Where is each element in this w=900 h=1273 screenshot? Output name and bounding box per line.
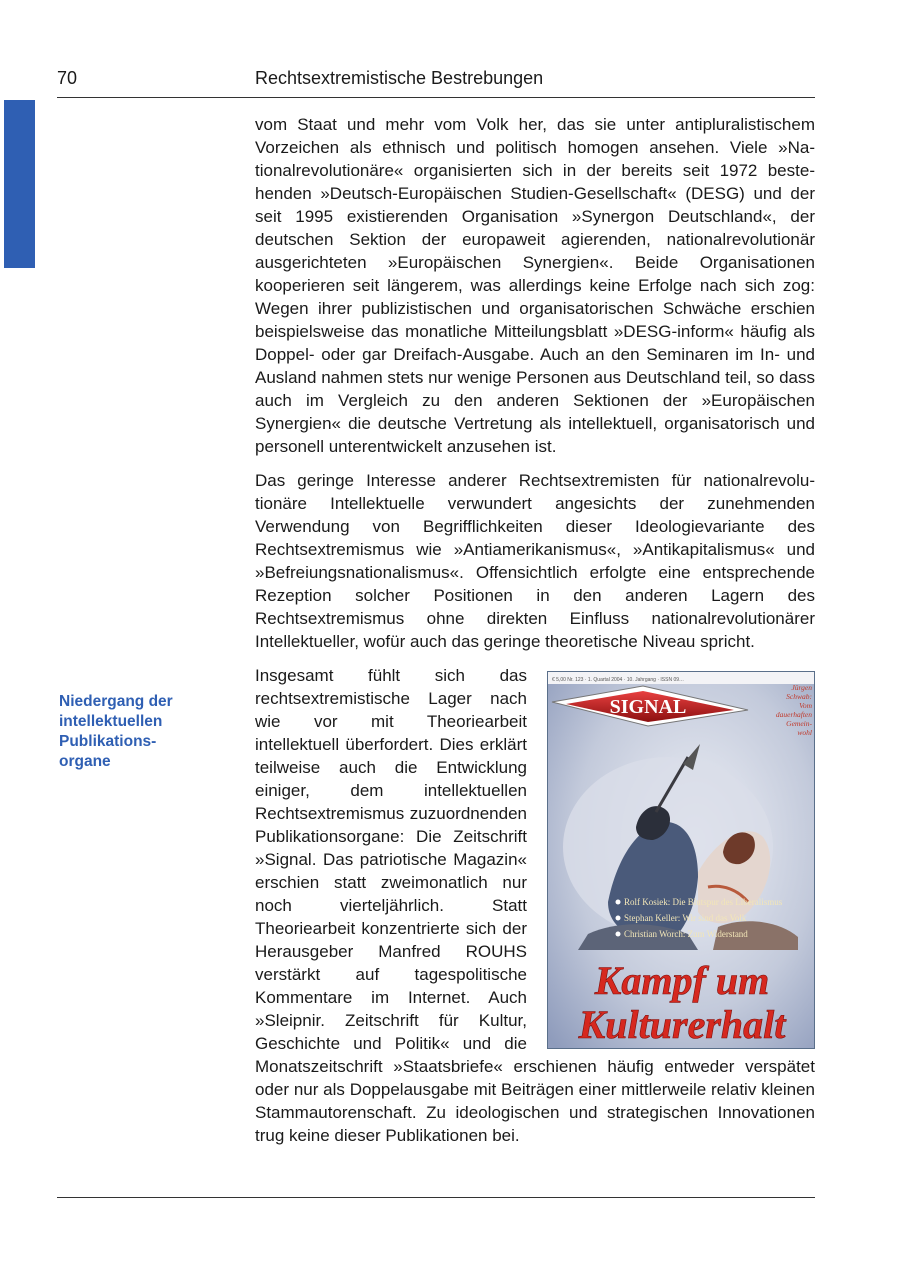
cover-side-teaser-line: wohl [797, 728, 812, 737]
cover-side-teaser-line: Gemein- [786, 719, 812, 728]
running-header-title: Rechtsextremistische Bestrebungen [255, 68, 544, 88]
body-paragraph-text: Insgesamt fühlt sich das rechtsextremistische Lager nach wie vor mit Theoriearbeit intellektuell überfordert. Dies erklärt teilweise auch die Entwicklung einiger, dem intellektuellen Rechtsextremismus zuzuordnenden Publikationsorgane: Die Zeitschrift »Signal. Das patriotische Magazin« erschien statt zweimonatlich nur noch vierteljährlich. Statt Theoriearbeit konzentrierte sich der Herausgeber Manfred ROUHS verstärkt auf tagespolitische Kommentare im Internet. Auch »Sleipnir. Zeitschrift für Kultur, Geschichte und Politik« und die Monatszeitschrift »Staatsbriefe« erschienen häufig entweder verspätet oder nur als Doppelausgabe mit Beiträgen einer mittlerweile relativ kleinen Stammautorenschaft. Zu ideologischen und strategischen Innovationen trug keine dieser Publikationen bei. [255, 666, 815, 1145]
body-paragraph: vom Staat und mehr vom Volk her, das sie unter antipluralistischem Vorzeichen als ethnisch und politisch homogen ansehen. Viele »Nationalrevolutionäre« organisierten sich in der bereits seit 1972 bestehenden »Deutsch-Europäischen Studien-Gesellschaft« (DESG) und der seit 1995 existierenden Organisation »Synergon Deutschland«, der deutschen Sektion der europaweit agierenden, nationalrevolutionär ausgerichteten »Europäischen Synergien«. Beide Organisationen kooperieren seit längerem, was allerdings keine Erfolge nach sich zog: Wegen ihrer publizistischen und organisatorischen Schwäche erschien beispielsweise das monatliche Mitteilungsblatt »DESG-inform« häufig als Doppel- oder gar Dreifach-Ausgabe. Auch an den Seminaren im In- und Ausland nahmen stets nur wenige Personen aus Deutschland teil, so dass auch im Vergleich zu den anderen Sektionen der »Europäischen Synergien« die deutsche Vertretung als intellektuell, organisatorisch und personell unterentwickelt anzusehen ist. [255, 115, 815, 456]
margin-heading-line: Publikations- [59, 733, 157, 750]
cover-headline-line: Kampf um [594, 958, 770, 1003]
cover-side-teaser-line: Schwab: [786, 692, 812, 701]
footer-rule [57, 1197, 815, 1198]
cover-side-teaser-line: Jürgen [791, 683, 812, 692]
cover-headline [578, 958, 788, 1047]
cover-top-strip-text: € 5,00 Nr. 123 · 1. Quartal 2004 · 10. Jahrgang · ISSN 09… [552, 677, 685, 683]
body-paragraph-with-figure [255, 664, 815, 1147]
cover-teaser: Stephan Keller: Wir sind das Volk [624, 913, 747, 923]
body-text-column [255, 113, 815, 1158]
margin-heading-line: organe [59, 753, 111, 770]
margin-heading [59, 692, 229, 772]
cover-side-teaser-line: dauerhaften [775, 710, 812, 719]
magazine-cover-figure [547, 671, 815, 1049]
chapter-tab-marker [4, 100, 35, 268]
teaser-bullet [616, 900, 621, 905]
page-number: 70 [57, 68, 78, 88]
magazine-cover-illustration [548, 672, 815, 1049]
cover-teaser: Rolf Kosiek: Die Blutspur des Liberalismus [624, 897, 783, 907]
cover-teaser: Christian Worch: Zum Widerstand [624, 929, 748, 939]
margin-heading-line: intellektuellen [59, 713, 163, 730]
margin-heading-line: Niedergang der [59, 693, 173, 710]
teaser-bullet [616, 932, 621, 937]
header-rule [57, 97, 815, 98]
cover-masthead: SIGNAL [609, 696, 687, 718]
cover-side-teaser-line: Vom [799, 701, 812, 710]
cover-headline-line: Kulturerhalt [578, 1002, 786, 1047]
body-paragraph: Das geringe Interesse anderer Rechtsextremisten für nationalrevolutionäre Intellektuelle verwundert angesichts der zunehmenden Verwendung von Begrifflichkeiten dieser Ideologievariante des Rechtsextremismus wie »Antiamerikanismus«, »Antikapitalismus« und »Befreiungsnationalismus«. Offensichtlich erfolgte eine entsprechende Rezeption solcher Positionen in den anderen Lagern des Rechtsextremismus ohne direkten Einfluss nationalrevolutionärer Intellektueller, wofür auch das geringe theoretische Niveau spricht. [255, 471, 815, 651]
teaser-bullet [616, 916, 621, 921]
